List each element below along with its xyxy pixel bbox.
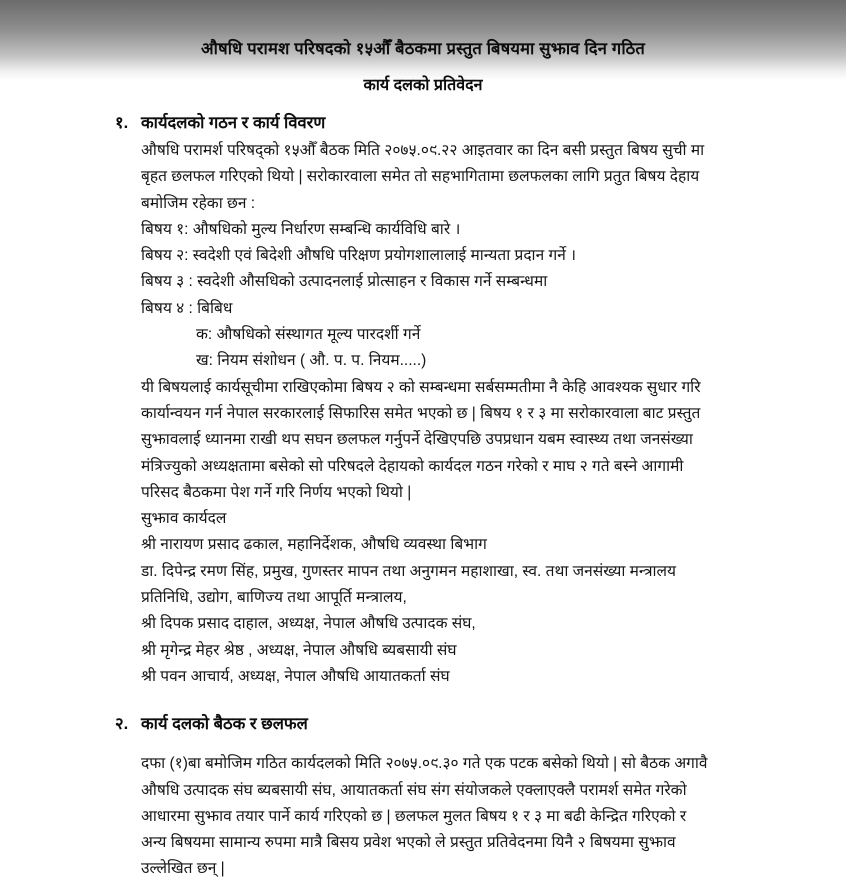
member-line: डा. दिपेन्द्र रमण सिंह, प्रमुख, गुणस्तर मापन तथा अनुगमन महाशाखा, स्व. तथा जनसंख्या मन्त्रालय [141,562,677,580]
paragraph-line: परिसद बैठकमा पेश गर्ने गरि निर्णय भएको थियो | [141,483,412,501]
topic-line: बिषय १: औषधिको मुल्य निर्धारण सम्बन्धि कार्यविधि बारे । [141,220,461,238]
taskforce-label: सुझाव कार्यदल [141,510,227,528]
topic-line: बिषय २: स्वदेशी एवं बिदेशी औषधि परिक्षण प्रयोगशालालाई मान्यता प्रदान गर्ने । [141,247,576,265]
paragraph-line: बमोजिम रहेका छन : [141,194,256,212]
paragraph-line: कार्यान्वयन गर्न नेपाल सरकारलाई सिफारिस समेत भएको छ | बिषय १ र ३ मा सरोकारवाला बाट प्रस्तुत [141,404,701,422]
subitem-line: क: औषधिको संस्थागत मूल्य पारदर्शी गर्ने [196,326,421,344]
member-line: श्री मृगेन्द्र मेहर श्रेष्ठ , अध्यक्ष, नेपाल औषधि ब्यबसायी संघ [141,641,457,659]
member-line: श्री पवन आचार्य, अध्यक्ष, नेपाल औषधि आयातकर्ता संघ [141,667,450,685]
doc-subtitle: कार्य दलको प्रतिवेदन [363,77,483,94]
paragraph-line: औषधि उत्पादक संघ ब्यबसायी संघ, आयातकर्ता संघ संग संयोजकले एक्लाएक्लै परामर्श समेत गरेको [141,781,687,799]
paragraph-line: सुझावलाई ध्यानमा राखी थप सघन छलफल गर्नुपर्ने देखिएपछि उपप्रधान यबम स्वास्थ्य तथा जनसंख्या [141,431,693,449]
paragraph-line: बृहत छलफल गरिएको थियो | सरोकारवाला समेत तो सहभागितामा छलफलका लागि प्रतुत बिषय देहाय [141,168,700,186]
paragraph-line: आधारमा सुझाव तयार पार्ने कार्य गरिएको छ | छलफल मुलत बिषय १ र ३ मा बढी केन्द्रित गरिएको र [141,807,687,825]
document-body [0,110,846,883]
member-line: प्रतिनिधि, उद्योग, बाणिज्य तथा आपूर्ति मन्त्रालय, [141,589,407,607]
section-1-number: १. [115,114,129,132]
doc-title: औषधि परामश परिषदको १५औँ बैठकमा प्रस्तुत बिषयमा सुझाव दिन गठित [200,40,645,58]
section-2-number: २. [115,715,129,734]
section-1-heading: कार्यदलको गठन र कार्य विवरण [141,114,326,132]
section-2-heading-row [115,711,791,738]
page-header [0,0,846,108]
member-line: श्री दिपक प्रसाद दाहाल, अध्यक्ष, नेपाल औषधि उत्पादक संघ, [141,615,476,633]
paragraph-line: दफा (१)बा बमोजिम गठित कार्यदलको मिति २०७५.०९.३० गते एक पटक बसेको थियो | सो बैठक अगावै [141,755,708,773]
paragraph-line: अन्य बिषयमा सामान्य रुपमा मात्रै बिसय प्रवेश भएको ले प्रस्तुत प्रतिवेदनमा यिनै २ बिषयमा सुझाव [141,834,676,852]
section-1-heading-row [115,110,791,137]
subitem-line: ख: नियम संशोधन ( औ. प. प. नियम.....) [196,352,427,370]
paragraph-line: औषधि परामर्श परिषद्को १५औँ बैठक मिति २०७५.०९.२२ आइतवार का दिन बसी प्रस्तुत बिषय सुची मा [141,142,705,159]
paragraph-line: मंत्रिज्युको अध्यक्षतामा बसेको सो परिषदले देहायको कार्यदल गठन गरेको र माघ २ गते बस्ने आगामी [141,457,684,475]
topic-line: बिषय ३ : स्वदेशी औसधिको उत्पादनलाई प्रोत्साहन र विकास गर्ने सम्बन्धमा [141,273,548,291]
paragraph-line: यी बिषयलाई कार्यसूचीमा राखिएकोमा बिषय २ को सम्बन्धमा सर्बसम्मतीमा नै केहि आवश्यक सुधार गरि [141,378,701,396]
section-2-heading: कार्य दलको बैठक र छलफल [141,715,308,734]
paragraph-line: उल्लेखित छन् | [141,860,225,878]
topic-line: बिषय ४ : बिबिध [141,299,233,317]
member-line: श्री नारायण प्रसाद ढकाल, महानिर्देशक, औषधि व्यवस्था बिभाग [141,536,487,554]
